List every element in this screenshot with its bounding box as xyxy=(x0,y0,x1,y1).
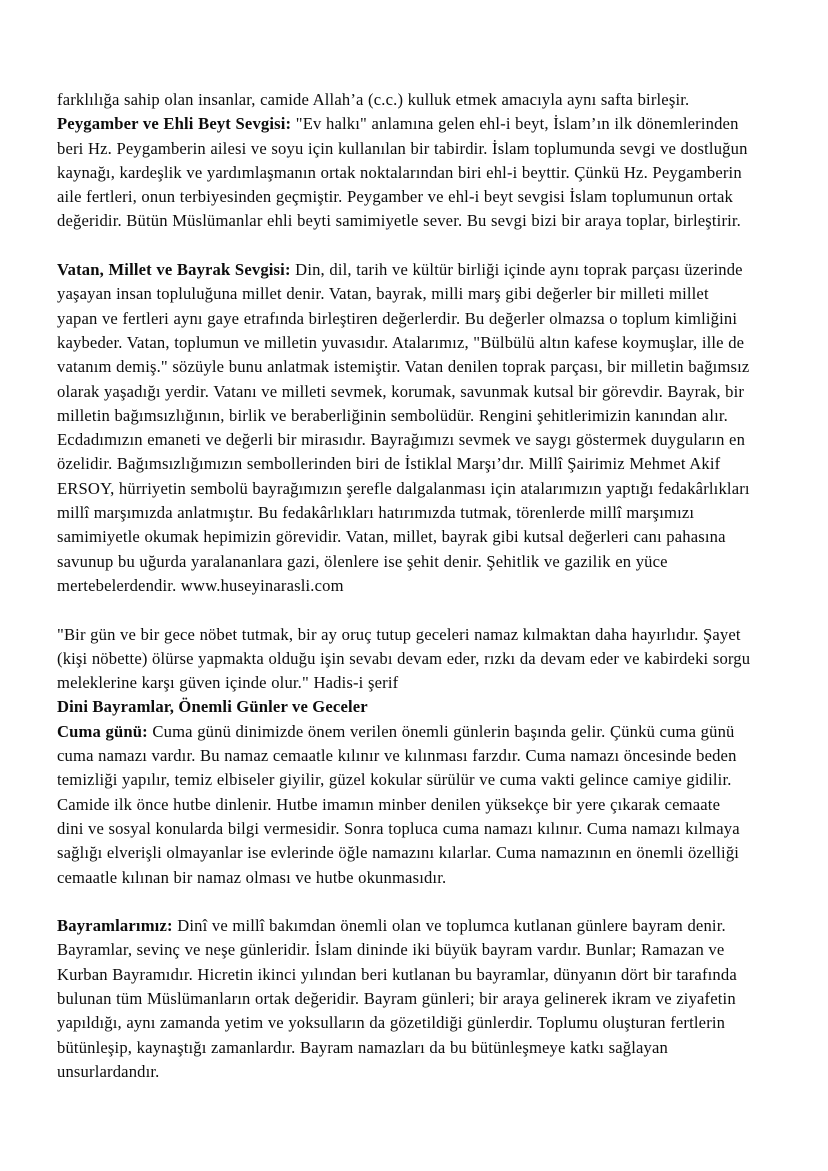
paragraph-lead-label: Cuma günü: xyxy=(57,721,148,741)
paragraph-lead-label: Peygamber ve Ehli Beyt Sevgisi: xyxy=(57,114,292,134)
paragraph-text: "Bir gün ve bir gece nöbet tutmak, bir ay oruç tutup geceleri namaz kılmaktan daha hayırlıdır. Şayet (kişi nöbette) ölürse yapmakta olduğu işin sevabı devam eder, rızkı da devam eder ve kabirdeki sorgu meleklerine karşı güven içinde olur." Hadis-i şerif xyxy=(57,624,751,693)
paragraph-text: "Ev halkı" anlamına gelen ehl-i beyt, İslam’ın ilk dönemlerinden beri Hz. Peygamberin ailesi ve soyu için kullanılan bir tabirdir. İslam toplumunda sevgi ve dostluğun kaynağı, kardeşlik ve yardımlaşmanın ortak noktalarından biri ehl-i beyttir. Çünkü Hz. Peygamberin aile fertleri, onun terbiyesinden geçmiştir. Peygamber ve ehl-i beyt sevgisi İslam toplumunun ortak değeridir. Bütün Müslümanlar ehli beyti samimiyetle sever. Bu sevgi bizi bir araya toplar, birleştirir. xyxy=(57,114,748,231)
paragraph-orphan-line xyxy=(57,88,751,112)
paragraph-lead-label: Bayramlarımız: xyxy=(57,916,173,936)
paragraph-bayramlarimiz xyxy=(57,914,751,1084)
website-url: www.huseyinarasli.com xyxy=(180,575,344,595)
paragraph-text: Din, dil, tarih ve kültür birliği içinde aynı toprak parçası üzerinde yaşayan insan topluluğuna millet denir. Vatan, bayrak, milli marş gibi değerler bir milleti millet yapan ve fertleri aynı gaye etrafında birleştiren değerlerdir. Bu değerler olmazsa o toplum kimliğini kaybeder. Vatan, toplumun ve milletin yuvasıdır. Atalarımız, "Bülbülü altın kafese koymuşlar, ille de vatanım demiş." sözüyle bunu anlatmak istemiştir. Vatan denilen toprak parçası, bir milletin bağımsız olarak yaşadığı yerdir. Vatanı ve milleti sevmek, korumak, savunmak kutsal bir görevdir. Bayrak, bir milletin bağımsızlığının, birlik ve beraberliğinin sembolüdür. Rengini şehitlerimizin kanından alır. Ecdadımızın emaneti ve değerli bir mirasıdır. Bayrağımızı sevmek ve saygı göstermek duyguların en özelidir. Bağımsızlığımızın sembollerinden biri de İstiklal Marşı’dır. Millî Şairimiz Mehmet Akif ERSOY, hürriyetin sembolü bayrağımızın şerefle dalgalanması için atalarımızın yaptığı fedakârlıkları millî marşımızda anlatmıştır. Bu fedakârlıkları hatırımızda tutmak, törenlerde millî marşımızı samimiyetle okumak hepimizin görevidir. Vatan, millet, bayrak gibi kutsal değerleri canı pahasına savunup bu uğurda yaralananlara gazi, ölenlere ise şehit denir. Şehitlik ve gazilik en yüce mertebelerdendir. xyxy=(57,260,750,595)
paragraph-text: Dinî ve millî bakımdan önemli olan ve toplumca kutlanan günlere bayram denir. Bayramlar, sevinç ve neşe günleridir. İslam dininde iki büyük bayram vardır. Bunlar; Ramazan ve Kurban Bayramıdır. Hicretin ikinci yılından beri kutlanan bu bayramlar, dünyanın dört bir tarafında bulunan tüm Müslümanların ortak değeridir. Bayram günleri; bir araya gelinerek ikram ve ziyafetin yapıldığı, aynı zamanda yetim ve yoksulların da gözetildiği günlerdir. Toplumu oluşturan fertlerin bütünleşip, kaynaştığı zamanlardır. Bayram namazları da bu bütünleşmeye katkı sağlayan unsurlardandır. xyxy=(57,916,737,1081)
paragraph-lead-label: Vatan, Millet ve Bayrak Sevgisi: xyxy=(57,260,291,280)
paragraph-cuma-gunu xyxy=(57,720,751,890)
paragraph-hadis-alinti xyxy=(57,623,751,696)
document-body xyxy=(57,88,751,1084)
paragraph-vatan-millet-bayrak xyxy=(57,258,751,598)
paragraph-peygamber-ehli-beyt xyxy=(57,112,751,233)
section-heading-dini-bayramlar: Dini Bayramlar, Önemli Günler ve Geceler xyxy=(57,697,368,717)
paragraph-text: Cuma günü dinimizde önem verilen önemli günlerin başında gelir. Çünkü cuma günü cuma namazı vardır. Bu namaz cemaatle kılınır ve kılınması farzdır. Cuma namazı öncesinde beden temizliği yapılır, temiz elbiseler giyilir, güzel kokular sürülür ve cuma vakti gelince camiye gidilir. Camide ilk önce hutbe dinlenir. Hutbe imamın minber denilen yüksekçe bir yere çıkarak cemaate dini ve sosyal konularda bilgi vermesidir. Sonra topluca cuma namazı kılınır. Cuma namazı kılmaya sağlığı elverişli olmayanlar ise evlerinde öğle namazını kılarlar. Cuma namazının en önemli özelliği cemaatle kılınan bir namaz olması ve hutbe okunmasıdır. xyxy=(57,721,740,887)
paragraph-text: farklılığa sahip olan insanlar, camide Allah’a (c.c.) kulluk etmek amacıyla aynı safta birleşir. xyxy=(57,90,690,109)
